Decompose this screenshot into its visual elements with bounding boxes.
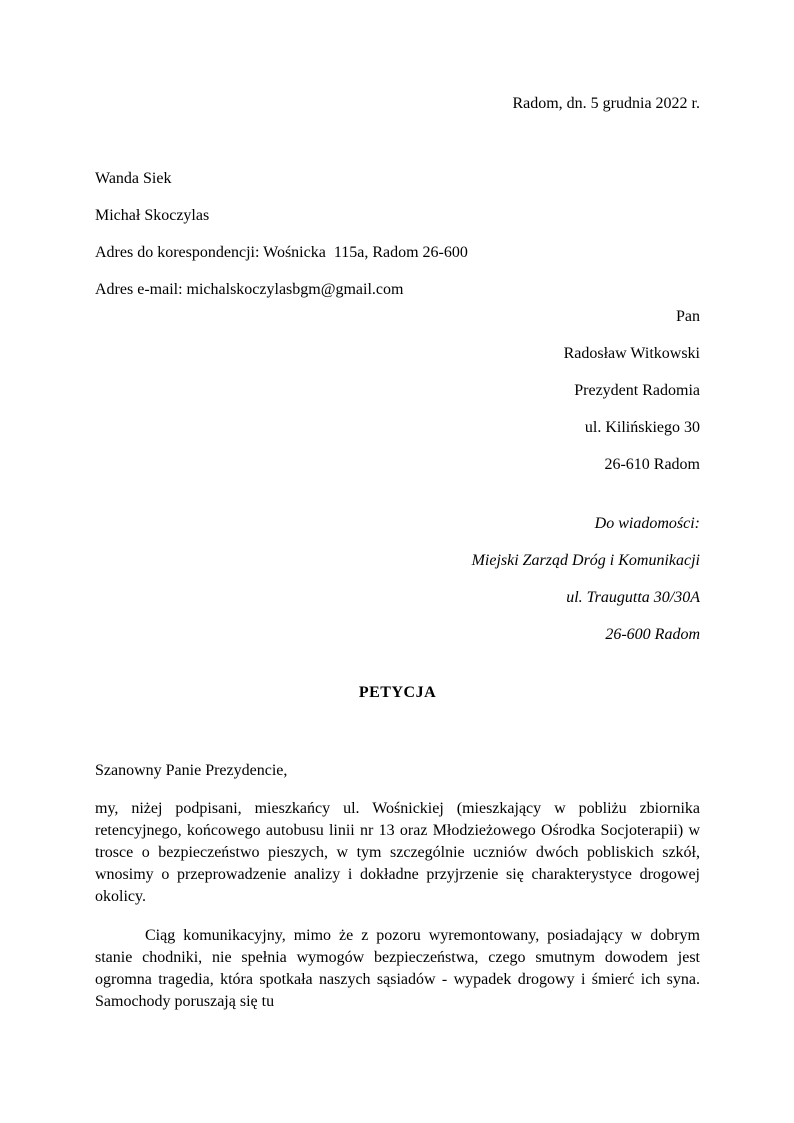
recipient-honorific: Pan <box>676 308 700 325</box>
sender-block <box>95 168 700 301</box>
body-paragraph-2: Ciąg komunikacyjny, mimo że z pozoru wyremontowany, posiadający w dobrym stanie chodniki, nie spełnia wymogów bezpieczeństwa, czego smutnym dowodem jest ogromna tragedia, która spotkała naszych sąsiadów - wypadek drogowy i śmierć ich syna. Samochody poruszają się tu <box>95 927 700 1010</box>
cc-organization: Miejski Zarząd Dróg i Komunikacji <box>471 552 700 569</box>
salutation: Szanowny Panie Prezydencie, <box>95 762 288 779</box>
recipient-block <box>95 306 700 476</box>
cc-block <box>95 513 700 646</box>
sender-postal-address: Adres do korespondencji: Wośnicka 115a, Radom 26-600 <box>95 244 468 261</box>
body-paragraph-1: my, niżej podpisani, mieszkańcy ul. Wośnickiej (mieszkający w pobliżu zbiornika retencyjnego, końcowego autobusu linii nr 13 oraz Młodzieżowego Ośrodka Socjoterapii) w trosce o bezpieczeństwo pieszych, w tym szczególnie uczniów dwóch pobliskich szkół, wnosimy o przeprowadzenie analizy i dokładne przyjrzenie się charakterystyce drogowej okolicy. <box>95 800 700 905</box>
sender-email-address: Adres e-mail: michalskoczylasbgm@gmail.com <box>95 281 404 298</box>
recipient-street: ul. Kilińskiego 30 <box>584 419 700 436</box>
recipient-name: Radosław Witkowski <box>563 345 700 362</box>
recipient-role: Prezydent Radomia <box>574 382 700 399</box>
date-line: Radom, dn. 5 grudnia 2022 r. <box>512 95 700 112</box>
letter-title: PETYCJA <box>358 684 437 701</box>
cc-street: ul. Traugutta 30/30A <box>566 589 700 606</box>
sender-name-2: Michał Skoczylas <box>95 207 210 224</box>
cc-city: 26-600 Radom <box>605 626 700 643</box>
recipient-city: 26-610 Radom <box>604 456 700 473</box>
cc-label: Do wiadomości: <box>594 515 700 532</box>
sender-name-1: Wanda Siek <box>95 170 172 187</box>
